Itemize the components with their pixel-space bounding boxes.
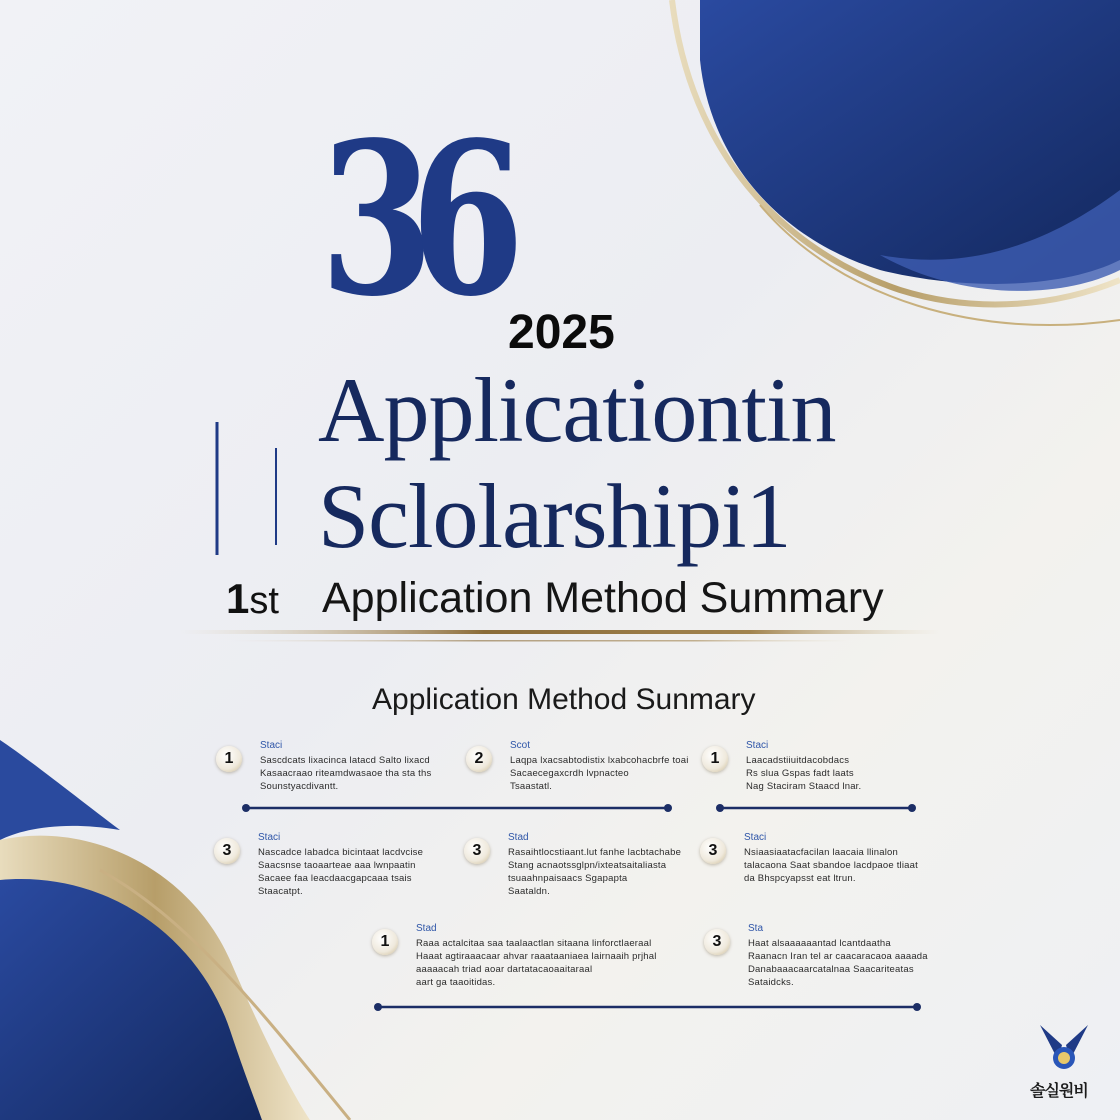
section-title: Application Method Sunmary xyxy=(372,683,756,716)
step-text: Nascadce labadca bicintaat lacdvcise Saacsnse taoaarteae aaa lwnpaatin Sacaee faa leacdaacgapcaaa tsais Staacatpt. xyxy=(258,847,424,897)
subtitle-suffix: st xyxy=(249,580,279,622)
step-label: Staci xyxy=(260,740,283,751)
step-text: Nsiaasiaatacfacilan laacaia llinalon talacaona Saat sbandoe lacdpaoe tliaat da Bhspcyapsst eat ltrun. xyxy=(744,847,918,884)
step-badge: 3 xyxy=(700,838,726,864)
step-badge: 3 xyxy=(214,838,240,864)
step-label: Staci xyxy=(258,832,281,843)
logo-mark: 36 xyxy=(320,96,502,343)
step-label: Stad xyxy=(416,923,437,934)
timeline-line-1 xyxy=(242,804,672,812)
step-label: Staci xyxy=(746,740,769,751)
timeline-line-2 xyxy=(716,804,916,812)
emblem-caption: 솔실원비 xyxy=(1030,1081,1088,1100)
emblem-logo xyxy=(1040,1025,1088,1069)
step-badge: 2 xyxy=(466,746,492,772)
step-text: Laacadstiiuitdacobdacs Rs slua Gspas fadt laats Nag Staciram Staacd lnar. xyxy=(746,755,862,792)
step-text: Raaa actalcitaa saa taalaactlan sitaana linforctlaeraal Haaat agtiraaacaar ahvar raaataaniaea lairnaaih prjhal aaaaacah triad aoar dartatacaoaaitaraal aart ga taaoitidas. xyxy=(416,938,657,988)
step-text: Sascdcats lixacinca latacd Salto lixacd Kasaacraao riteamdwasaoe tha sta ths Sounstyacdivantt. xyxy=(260,755,432,792)
step-badge: 1 xyxy=(372,929,398,955)
step-badge: 1 xyxy=(702,746,728,772)
subtitle-number: 1 xyxy=(226,575,250,622)
title-line-2: Sclolarshipi1 xyxy=(318,465,791,567)
title-line-1: Applicationtin xyxy=(318,359,836,461)
step-badge: 3 xyxy=(704,929,730,955)
step-text: Laqpa lxacsabtodistix lxabcohacbrfe toai Sacaecegaxcrdh lvpnacteo Tsaastatl. xyxy=(510,755,689,792)
step-label: Staci xyxy=(744,832,767,843)
top-right-swoosh xyxy=(672,0,1120,325)
step-label: Stad xyxy=(508,832,529,843)
step-text: Haat alsaaaaaantad lcantdaatha Raanacn Iran tel ar caacaracaoa aaaada Danabaaacaarcatalnaa Saacariteatas Sataidcks. xyxy=(748,938,928,988)
step-badge: 1 xyxy=(216,746,242,772)
step-text: Rasaihtlocstiaant.lut fanhe lacbtachabe Stang acnaotssglpn/ixteatsaitaliasta tsuaahnpaisaacs Sgapapta Saataldn. xyxy=(508,847,682,897)
timeline-line-3 xyxy=(374,1003,921,1011)
bottom-left-swoosh xyxy=(0,740,350,1120)
step-label: Scot xyxy=(510,740,531,751)
gold-divider xyxy=(180,630,940,634)
subtitle: Application Method Summary xyxy=(322,574,884,622)
year-heading: 2025 xyxy=(508,306,615,359)
step-badge: 3 xyxy=(464,838,490,864)
step-label: Sta xyxy=(748,923,764,934)
subtitle-ordinal xyxy=(226,575,279,623)
